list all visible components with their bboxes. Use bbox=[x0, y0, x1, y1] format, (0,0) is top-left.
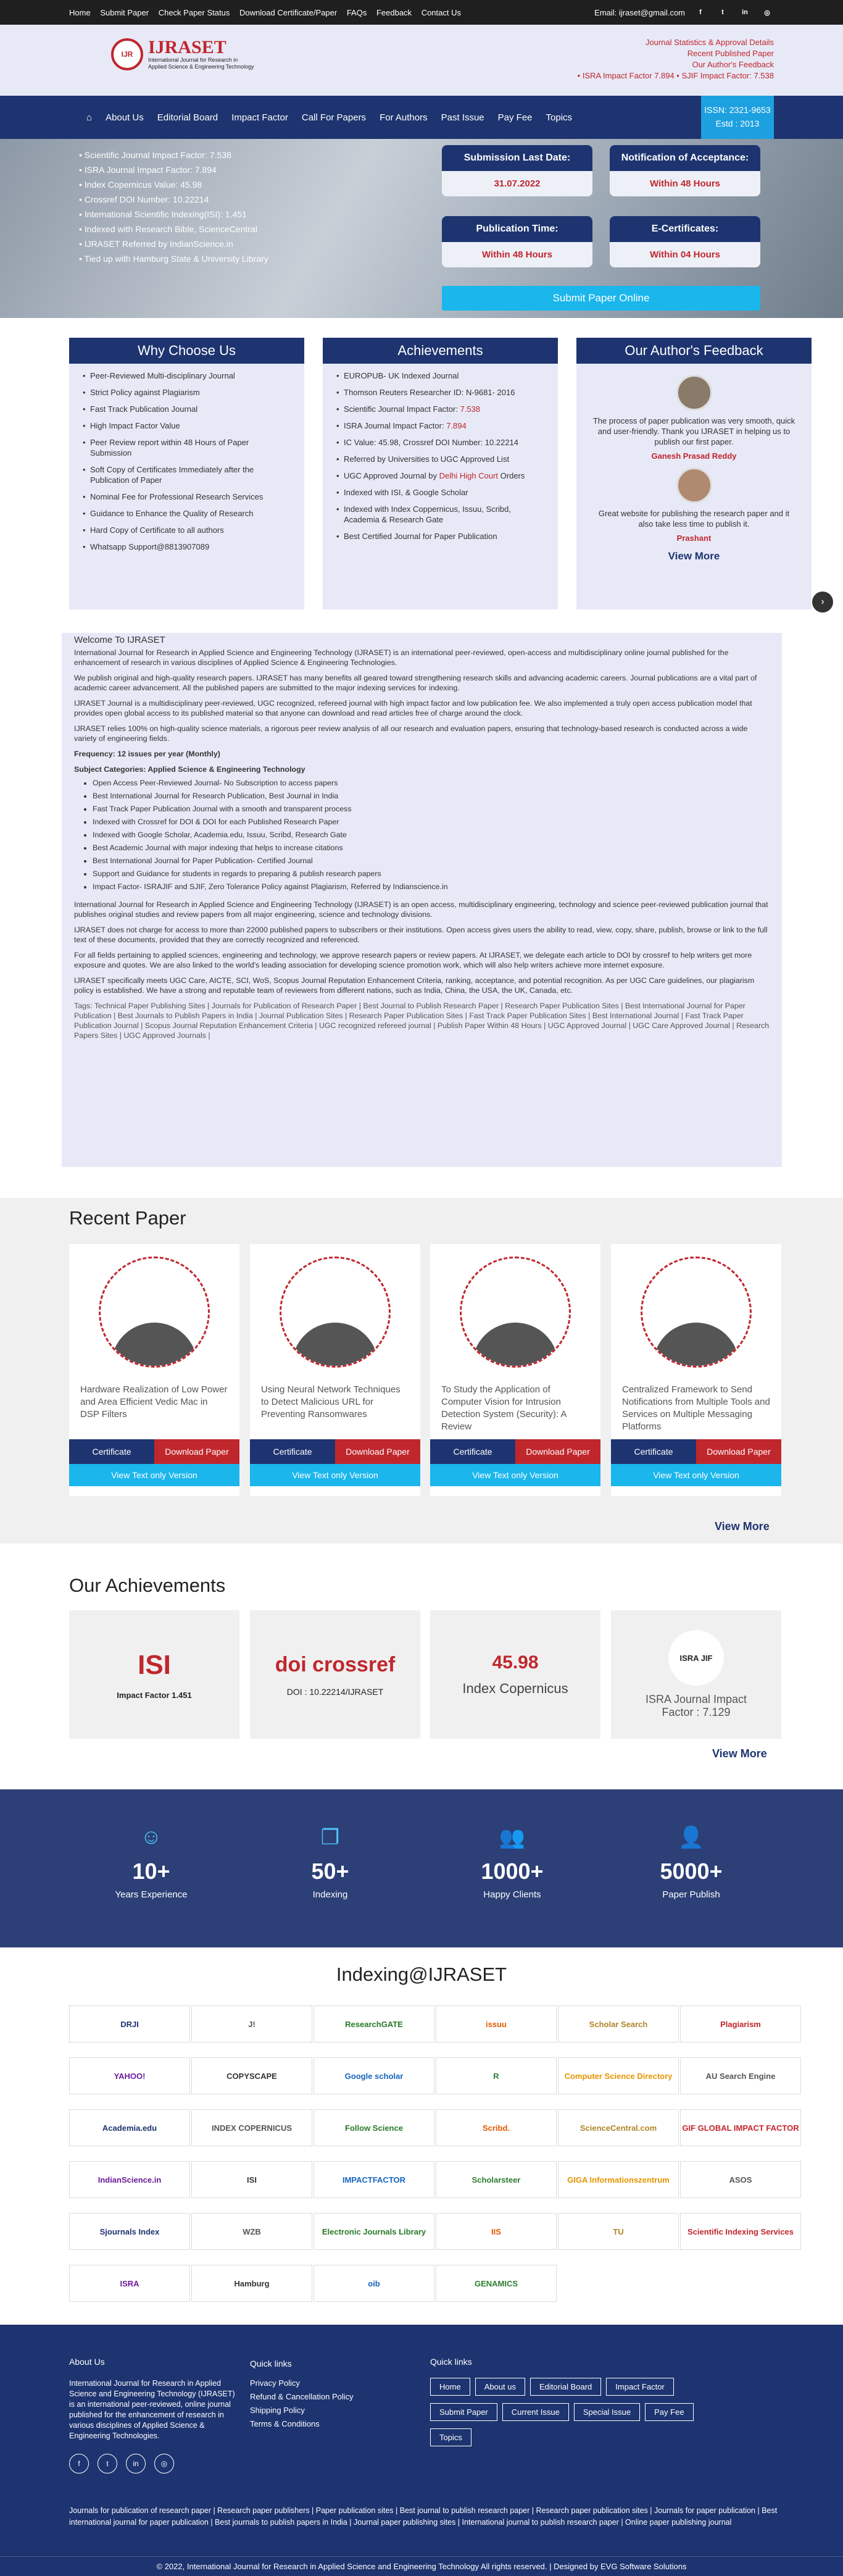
why-item: • Nominal Fee for Professional Research Services bbox=[83, 488, 291, 505]
welcome-tags[interactable]: Tags: Technical Paper Publishing Sites | Journals for Publication of Research Paper | Best Journal to Publish Research Paper | Research Paper Publication Sites | Best International Journal for Paper Publication | Best Journals to Publish Papers in India | Journal Publication Sites | Research Paper Publication Sites | Fast Track Paper Publication Sites | Best International Journal | Fast Track Paper Publication Journal | Scopus Journal Reputation Enhancement Criteria | UGC recognized refereed journal | Publish Paper Within 48 Hours | UGC Approved Journal | UGC Care Approved Journal | Research Papers Sites | UGC Approved Journals | bbox=[74, 1002, 770, 1040]
main-nav bbox=[0, 96, 843, 139]
hero-list bbox=[79, 148, 268, 266]
hero-item: • Scientific Journal Impact Factor: 7.538 bbox=[79, 148, 268, 162]
linkedin-icon[interactable]: in bbox=[126, 2454, 146, 2474]
welcome-list bbox=[93, 777, 770, 893]
hero-banner bbox=[0, 139, 843, 318]
why-title: Why Choose Us bbox=[69, 338, 304, 364]
ach-item: • Best Certified Journal for Paper Publication bbox=[336, 528, 544, 545]
recent-view-more[interactable]: View More bbox=[715, 1520, 770, 1533]
top-link-contact[interactable]: Contact Us bbox=[421, 7, 461, 17]
box-title: E-Certificates: bbox=[610, 216, 760, 242]
twitter-icon[interactable]: t bbox=[721, 9, 724, 16]
linkedin-icon[interactable]: in bbox=[742, 9, 748, 16]
paper-card bbox=[250, 1244, 420, 1496]
hero-item: • IJRASET Referred by IndianScience.in bbox=[79, 236, 268, 251]
download-paper-button[interactable]: Download Paper bbox=[515, 1439, 600, 1464]
box-value: Within 48 Hours bbox=[481, 249, 553, 260]
ach-card-copernicus[interactable] bbox=[430, 1610, 600, 1739]
indexing-logo[interactable]: GIF GLOBAL IMPACT FACTOR bbox=[680, 2109, 801, 2146]
twitter-icon[interactable]: t bbox=[98, 2454, 117, 2474]
footer-link[interactable]: Terms & Conditions bbox=[250, 2419, 320, 2428]
footer-quicklinks-1 bbox=[250, 2357, 354, 2431]
author-avatar bbox=[676, 375, 712, 411]
ach-item: • Referred by Universities to UGC Approved List bbox=[336, 451, 544, 467]
indexing-logo[interactable]: J! bbox=[191, 2005, 312, 2043]
facebook-icon[interactable]: f bbox=[69, 2454, 89, 2474]
link-statistics[interactable]: Journal Statistics & Approval Details bbox=[645, 38, 774, 47]
welcome-subject: Subject Categories: Applied Science & Engineering Technology bbox=[74, 765, 305, 774]
achievements-list bbox=[323, 338, 558, 609]
delhi-court-link[interactable]: Delhi High Court bbox=[439, 471, 499, 480]
paper-card bbox=[611, 1244, 781, 1496]
site-logo[interactable] bbox=[111, 38, 254, 70]
feedback-author: Prashant bbox=[676, 533, 712, 543]
logo-emblem-icon: IJR bbox=[111, 38, 143, 70]
author-placeholder-icon bbox=[641, 1257, 752, 1368]
acceptance-box bbox=[610, 145, 760, 196]
box-title: Submission Last Date: bbox=[442, 145, 592, 171]
achievements-title: Achievements bbox=[323, 338, 558, 364]
indexing-logo[interactable]: ScienceCentral.com bbox=[558, 2109, 679, 2146]
welcome-list-item: • Impact Factor- ISRAJIF and SJIF, Zero Tolerance Policy against Plagiarism, Referred by Indianscience.in bbox=[93, 880, 770, 893]
welcome-p4: IJRASET relies 100% on high-quality science materials, a rigorous peer review analysis of all our research and evaluation papers, ensuring that technology-based research is conducted across a wide variety of engineering fields. bbox=[74, 724, 748, 743]
box-value: Within 04 Hours bbox=[649, 249, 721, 260]
footer-btn-impact[interactable]: Impact Factor bbox=[606, 2378, 673, 2396]
ach-item: • EUROPUB- UK Indexed Journal bbox=[336, 367, 544, 384]
paper-card bbox=[69, 1244, 239, 1496]
users-icon: 👥 bbox=[499, 1826, 526, 1849]
hero-item: • International Scientific Indexing(ISI): 1.451 bbox=[79, 207, 268, 222]
footer-link[interactable]: Refund & Cancellation Policy bbox=[250, 2392, 354, 2401]
text-only-button[interactable]: View Text only Version bbox=[430, 1464, 600, 1486]
indexing-logo[interactable]: ResearchGATE bbox=[314, 2005, 434, 2043]
nav-past[interactable]: Past Issue bbox=[441, 112, 484, 123]
welcome-list-item: • Indexed with Crossref for DOI & DOI for each Published Research Paper bbox=[93, 816, 770, 829]
stat-label: Years Experience bbox=[115, 1889, 188, 1900]
copernicus-logo-icon: 45.98 bbox=[492, 1652, 539, 1673]
indexing-logo[interactable]: YAHOO! bbox=[69, 2057, 190, 2094]
indexing-logo[interactable]: R bbox=[436, 2057, 557, 2094]
logo-sub1: International Journal for Research in bbox=[148, 57, 238, 63]
isi-logo-icon: ISI bbox=[138, 1649, 171, 1680]
publication-time-box bbox=[442, 216, 592, 267]
nav-call[interactable]: Call For Papers bbox=[301, 112, 367, 123]
welcome-p6: IJRASET does not charge for access to more than 22000 published papers to subscribers or their institutions. Open access gives users the ability to read, view, copy, share, publish, browse or link to the full text of these documents, provided that they are correctly recognized and referenced. bbox=[74, 926, 768, 944]
footer-link[interactable]: Privacy Policy bbox=[250, 2378, 300, 2388]
ach-card-isra[interactable] bbox=[611, 1610, 781, 1739]
download-paper-button[interactable]: Download Paper bbox=[696, 1439, 781, 1464]
footer-btn-about[interactable]: About us bbox=[475, 2378, 525, 2396]
welcome-list-item: • Open Access Peer-Reviewed Journal- No Subscription to access papers bbox=[93, 777, 770, 790]
author-placeholder-icon bbox=[280, 1257, 391, 1368]
footer-btn-editorial[interactable]: Editorial Board bbox=[530, 2378, 601, 2396]
ach-caption: Index Copernicus bbox=[462, 1681, 568, 1696]
impact-factors: • ISRA Impact Factor 7.894 • SJIF Impact Factor: 7.538 bbox=[577, 71, 774, 80]
footer-about-title: About Us bbox=[69, 2357, 105, 2367]
stat-label: Paper Publish bbox=[662, 1889, 720, 1900]
ach-item: • ISRA Journal Impact Factor: 7.894 bbox=[336, 417, 544, 434]
welcome-list-item: • Best International Journal for Paper Publication- Certified Journal bbox=[93, 855, 770, 868]
paper-title[interactable]: Using Neural Network Techniques to Detect Malicious URL for Preventing Ransomwares bbox=[261, 1384, 401, 1420]
box-title: Notification of Acceptance: bbox=[610, 145, 760, 171]
why-choose-us bbox=[69, 338, 304, 609]
indexing-logo[interactable]: Scholarsteer bbox=[436, 2161, 557, 2198]
indexing-logo[interactable]: AU Search Engine bbox=[680, 2057, 801, 2094]
indexing-logo[interactable]: Sjournals Index bbox=[69, 2213, 190, 2250]
indexing-logo[interactable]: IIS bbox=[436, 2213, 557, 2250]
nav-about[interactable]: About Us bbox=[106, 112, 144, 123]
submission-date-box bbox=[442, 145, 592, 196]
indexing-logo[interactable]: ASOS bbox=[680, 2161, 801, 2198]
top-link-download[interactable]: Download Certificate/Paper bbox=[239, 7, 338, 17]
isra-logo-icon: ISRA JIF bbox=[668, 1630, 724, 1686]
indexing-logo[interactable]: Scientific Indexing Services bbox=[680, 2213, 801, 2250]
link-author-feedback[interactable]: Our Author's Feedback bbox=[692, 60, 774, 69]
certificate-button[interactable]: Certificate bbox=[250, 1439, 335, 1464]
footer-ql1-title: Quick links bbox=[250, 2359, 292, 2369]
box-value: Within 48 Hours bbox=[649, 178, 721, 189]
why-item: • Whatsapp Support@8813907089 bbox=[83, 538, 291, 555]
footer-btn-current[interactable]: Current Issue bbox=[502, 2403, 569, 2421]
ach-item: • Indexed with ISI, & Google Scholar bbox=[336, 484, 544, 501]
indexing-logo[interactable]: issuu bbox=[436, 2005, 557, 2043]
welcome-p1: International Journal for Research in Applied Science and Engineering Technology (IJRASET) is an international peer-reviewed, open-access and multidisciplinary online journal published for the enhancement of research in various disciplines of Applied Science & Engineering Technologies. bbox=[74, 648, 729, 667]
footer bbox=[0, 2325, 843, 2576]
header-links bbox=[578, 37, 774, 82]
indexing-logo[interactable]: ISRA bbox=[69, 2265, 190, 2302]
stat-number: 50+ bbox=[311, 1859, 349, 1884]
link-recent-papers[interactable]: Recent Published Paper bbox=[687, 49, 774, 58]
top-link-status[interactable]: Check Paper Status bbox=[158, 7, 230, 17]
feedback-view-more[interactable]: View More bbox=[668, 550, 720, 562]
footer-about-text: International Journal for Research in Applied Science and Engineering Technology (IJRASET) is an international peer-reviewed, online journal published for the enhancement of research in various disciplines of Applied Science & Engineering Technologies. bbox=[69, 2379, 235, 2440]
welcome-p7: For all fields pertaining to applied sciences, engineering and technology, we approve research papers or review papers. At IJRASET, we delegate each article to DOI by crossref to help writers get more exposure and quotes. We are also linked to the world's leading association for developing science promotion work, which will also help writers achieve more internet exposure. bbox=[74, 951, 752, 969]
ach-item: • Thomson Reuters Researcher ID: N-9681- 2016 bbox=[336, 384, 544, 401]
footer-btn-payfee[interactable]: Pay Fee bbox=[645, 2403, 693, 2421]
hero-item: • Index Copernicus Value: 45.98 bbox=[79, 177, 268, 192]
stat-number: 5000+ bbox=[660, 1859, 723, 1884]
stat-number: 10+ bbox=[132, 1859, 170, 1884]
why-item: • Strict Policy against Plagiarism bbox=[83, 384, 291, 401]
top-link-faqs[interactable]: FAQs bbox=[346, 7, 367, 17]
top-right bbox=[594, 6, 774, 19]
download-paper-button[interactable]: Download Paper bbox=[335, 1439, 420, 1464]
box-value: 31.07.2022 bbox=[494, 178, 541, 189]
footer-btn-submit[interactable]: Submit Paper bbox=[430, 2403, 497, 2421]
header bbox=[0, 25, 843, 96]
submit-paper-button[interactable]: Submit Paper Online bbox=[442, 286, 760, 311]
indexing-logo[interactable]: oib bbox=[314, 2265, 434, 2302]
top-link-home[interactable]: Home bbox=[69, 7, 91, 17]
indexing-logo[interactable]: IMPACTFACTOR bbox=[314, 2161, 434, 2198]
text-only-button[interactable]: View Text only Version bbox=[250, 1464, 420, 1486]
feedback-quote: The process of paper publication was very smooth, quick and user-friendly. Thank you IJRASET in helping us to publish our first paper. bbox=[592, 416, 795, 446]
recent-title: Recent Paper bbox=[69, 1207, 186, 1229]
indexing-logo[interactable]: Google scholar bbox=[314, 2057, 434, 2094]
logo-brand: IJRASET bbox=[148, 37, 226, 57]
stats-section bbox=[0, 1789, 843, 1947]
text-only-button[interactable]: View Text only Version bbox=[611, 1464, 781, 1486]
indexing-logo[interactable]: Follow Science bbox=[314, 2109, 434, 2146]
why-item: • Peer Review report within 48 Hours of Paper Submission bbox=[83, 434, 291, 461]
instagram-icon[interactable]: ◎ bbox=[764, 9, 770, 17]
nav-payfee[interactable]: Pay Fee bbox=[497, 112, 533, 123]
stat-papers bbox=[629, 1825, 753, 1900]
indexing-logo[interactable]: Academia.edu bbox=[69, 2109, 190, 2146]
welcome-p5: International Journal for Research in Applied Science and Engineering Technology (IJRASET) is an open access, multidisciplinary engineering, technology and science peer-reviewed publication journal that publishes original studies and review papers from all major engineering, science and technology divisions. bbox=[74, 900, 768, 919]
issn-badge bbox=[701, 96, 774, 139]
footer-btn-topics[interactable]: Topics bbox=[430, 2428, 471, 2446]
footer-btn-special[interactable]: Special Issue bbox=[574, 2403, 640, 2421]
issn-number: ISSN: 2321-9653 bbox=[704, 105, 771, 115]
welcome-p8: IJRASET specifically meets UGC Care, AICTE, SCI, WoS, Scopus Journal Reputation Enhancement Criteria, ranking, acceptance, and potential recognition. As per UGC Care guidelines, our plagiarism policy is established. We have a strong and reputable team of reviewers from different nations, such as India, China, the USA, the UK, Canada, etc. bbox=[74, 976, 755, 995]
top-bar bbox=[0, 0, 843, 25]
author-placeholder-icon bbox=[460, 1257, 571, 1368]
why-item: • Hard Copy of Certificate to all authors bbox=[83, 522, 291, 538]
paper-card bbox=[430, 1244, 600, 1496]
welcome-list-item: • Indexed with Google Scholar, Academia.edu, Issuu, Scribd, Research Gate bbox=[93, 829, 770, 842]
logo-sub2: Applied Science & Engineering Technology bbox=[148, 64, 254, 70]
top-link-feedback[interactable]: Feedback bbox=[376, 7, 412, 17]
indexing-logo[interactable]: Plagiarism bbox=[680, 2005, 801, 2043]
crossref-logo-icon: doi crossref bbox=[275, 1652, 396, 1676]
copy-icon: ❐ bbox=[320, 1826, 340, 1849]
our-ach-title: Our Achievements bbox=[69, 1574, 226, 1596]
feedback-title: Our Author's Feedback bbox=[576, 338, 812, 364]
instagram-icon[interactable]: ◎ bbox=[154, 2454, 174, 2474]
certificate-button[interactable]: Certificate bbox=[69, 1439, 154, 1464]
hero-item: • Tied up with Hamburg State & University Library bbox=[79, 251, 268, 266]
footer-about bbox=[69, 2357, 236, 2474]
why-item: • High Impact Factor Value bbox=[83, 417, 291, 434]
stat-number: 1000+ bbox=[481, 1859, 544, 1884]
indexing-logo[interactable]: Scholar Search bbox=[558, 2005, 679, 2043]
chevron-up-icon[interactable]: › bbox=[812, 592, 833, 613]
welcome-list-item: • Best Academic Journal with major indexing that helps to increase citations bbox=[93, 842, 770, 855]
facebook-icon[interactable]: f bbox=[699, 9, 702, 16]
indexing-logo[interactable]: GENAMICS bbox=[436, 2265, 557, 2302]
issn-estd: Estd : 2013 bbox=[715, 119, 760, 128]
stat-experience bbox=[89, 1825, 213, 1900]
indexing-logo[interactable]: DRJI bbox=[69, 2005, 190, 2043]
top-links bbox=[69, 8, 468, 17]
nav-authors[interactable]: For Authors bbox=[380, 112, 428, 123]
ach-view-more[interactable]: View More bbox=[712, 1747, 767, 1760]
nav-impact[interactable]: Impact Factor bbox=[231, 112, 288, 123]
why-item: • Fast Track Publication Journal bbox=[83, 401, 291, 417]
why-item: • Soft Copy of Certificates Immediately after the Publication of Paper bbox=[83, 461, 291, 488]
paper-title[interactable]: To Study the Application of Computer Vision for Intrusion Detection System (Security): A Review bbox=[441, 1384, 567, 1432]
welcome-p3: IJRASET Journal is a multidisciplinary peer-reviewed, UGC recognized, refereed journal with high impact factor and low publication fee. We also implemented a truly open access publication model that provides open global access to its published material so that anyone can download and read articles free of charge around the clock. bbox=[74, 699, 752, 717]
ecertificates-box bbox=[610, 216, 760, 267]
indexing-logo[interactable]: Electronic Journals Library bbox=[314, 2213, 434, 2250]
top-link-submit[interactable]: Submit Paper bbox=[100, 7, 149, 17]
user-icon: 👤 bbox=[678, 1826, 705, 1849]
welcome-list-item: • Best International Journal for Research Publication, Best Journal in India bbox=[93, 790, 770, 803]
indexing-logo[interactable]: Hamburg bbox=[191, 2265, 312, 2302]
indexing-logo[interactable]: ISI bbox=[191, 2161, 312, 2198]
indexing-logo[interactable]: Scribd. bbox=[436, 2109, 557, 2146]
indexing-logo[interactable]: IndianScience.in bbox=[69, 2161, 190, 2198]
ach-item: • UGC Approved Journal by Delhi High Court Orders bbox=[336, 467, 544, 484]
ach-caption: DOI : 10.22214/IJRASET bbox=[286, 1686, 384, 1697]
download-paper-button[interactable]: Download Paper bbox=[154, 1439, 239, 1464]
welcome-frequency: Frequency: 12 issues per year (Monthly) bbox=[74, 750, 220, 758]
text-only-button[interactable]: View Text only Version bbox=[69, 1464, 239, 1486]
indexing-title: Indexing@IJRASET bbox=[336, 1963, 507, 1985]
home-icon[interactable]: ⌂ bbox=[86, 112, 93, 123]
stat-label: Indexing bbox=[312, 1889, 348, 1900]
footer-seo-links[interactable]: Journals for publication of research paper | Research paper publishers | Paper publication sites | Best journal to publish research paper | Research paper publication sites | Journals for paper publication | Best international journal for paper publication | Best journals to publish papers in India | Journal paper publishing sites | International journal to publish research paper | Online paper publishing journal bbox=[69, 2506, 778, 2527]
footer-quicklinks-2 bbox=[430, 2357, 776, 2454]
ach-item: • Scientific Journal Impact Factor: 7.538 bbox=[336, 401, 544, 417]
indexing-logo[interactable]: TU bbox=[558, 2213, 679, 2250]
author-placeholder-icon bbox=[99, 1257, 210, 1368]
smile-icon: ☺ bbox=[140, 1825, 162, 1849]
indexing-logo[interactable]: INDEX COPERNICUS bbox=[191, 2109, 312, 2146]
why-item: • Peer-Reviewed Multi-disciplinary Journal bbox=[83, 367, 291, 384]
nav-editorial[interactable]: Editorial Board bbox=[157, 112, 218, 123]
indexing-logo[interactable]: GIGA Informationszentrum bbox=[558, 2161, 679, 2198]
welcome-list-item: • Fast Track Paper Publication Journal with a smooth and transparent process bbox=[93, 803, 770, 816]
indexing-logo[interactable]: WZB bbox=[191, 2213, 312, 2250]
ach-item: • Indexed with Index Coppernicus, Issuu, Scribd, Academia & Research Gate bbox=[336, 501, 544, 528]
welcome-p2: We publish original and high-quality research papers. IJRASET has many benefits all geared toward strengthening research skills and advancing academic careers. Journal publications are a vital part of academic career advancement. All the published papers are submitted to the major indexing services for indexing. bbox=[74, 674, 757, 692]
welcome-title: Welcome To IJRASET bbox=[74, 635, 165, 645]
author-avatar bbox=[676, 467, 712, 503]
box-title: Publication Time: bbox=[442, 216, 592, 242]
paper-title[interactable]: Centralized Framework to Send Notifications from Multiple Tools and Services on Multiple Messaging Platforms bbox=[622, 1384, 770, 1432]
certificate-button[interactable]: Certificate bbox=[430, 1439, 515, 1464]
hero-item: • ISRA Journal Impact Factor: 7.894 bbox=[79, 162, 268, 177]
certificate-button[interactable]: Certificate bbox=[611, 1439, 696, 1464]
indexing-logo[interactable]: COPYSCAPE bbox=[191, 2057, 312, 2094]
hero-item: • Crossref DOI Number: 10.22214 bbox=[79, 192, 268, 207]
feature-columns bbox=[69, 338, 812, 609]
author-feedback bbox=[576, 338, 812, 609]
indexing-logo[interactable]: Computer Science Directory bbox=[558, 2057, 679, 2094]
copyright: © 2022, International Journal for Research in Applied Science and Engineering Technology All rights reserved. | Designed by EVG Software Solutions bbox=[0, 2556, 843, 2576]
footer-btn-home[interactable]: Home bbox=[430, 2378, 470, 2396]
ach-caption: ISRA Journal Impact Factor : 7.129 bbox=[645, 1693, 747, 1718]
footer-social bbox=[69, 2454, 236, 2474]
ach-item: • IC Value: 45.98, Crossref DOI Number: 10.22214 bbox=[336, 434, 544, 451]
feedback-quote: Great website for publishing the research paper and it also take less time to publish it. bbox=[598, 509, 790, 529]
ach-caption: Impact Factor 1.451 bbox=[117, 1690, 192, 1700]
footer-ql2-title: Quick links bbox=[430, 2357, 472, 2367]
ach-card-doi[interactable] bbox=[250, 1610, 420, 1739]
why-item: • Guidance to Enhance the Quality of Research bbox=[83, 505, 291, 522]
stat-clients bbox=[451, 1825, 574, 1900]
footer-link[interactable]: Shipping Policy bbox=[250, 2406, 305, 2415]
nav-topics[interactable]: Topics bbox=[546, 112, 573, 123]
stat-indexing bbox=[268, 1825, 392, 1900]
top-email[interactable]: Email: ijraset@gmail.com bbox=[594, 7, 685, 17]
stat-label: Happy Clients bbox=[483, 1889, 541, 1900]
hero-item: • Indexed with Research Bible, ScienceCentral bbox=[79, 222, 268, 236]
paper-title[interactable]: Hardware Realization of Low Power and Area Efficient Vedic Mac in DSP Filters bbox=[80, 1384, 228, 1420]
welcome-section bbox=[62, 633, 782, 1167]
feedback-author: Ganesh Prasad Reddy bbox=[651, 451, 737, 461]
ach-card-isi[interactable] bbox=[69, 1610, 239, 1739]
welcome-list-item: • Support and Guidance for students in regards to preparing & publish research papers bbox=[93, 868, 770, 880]
